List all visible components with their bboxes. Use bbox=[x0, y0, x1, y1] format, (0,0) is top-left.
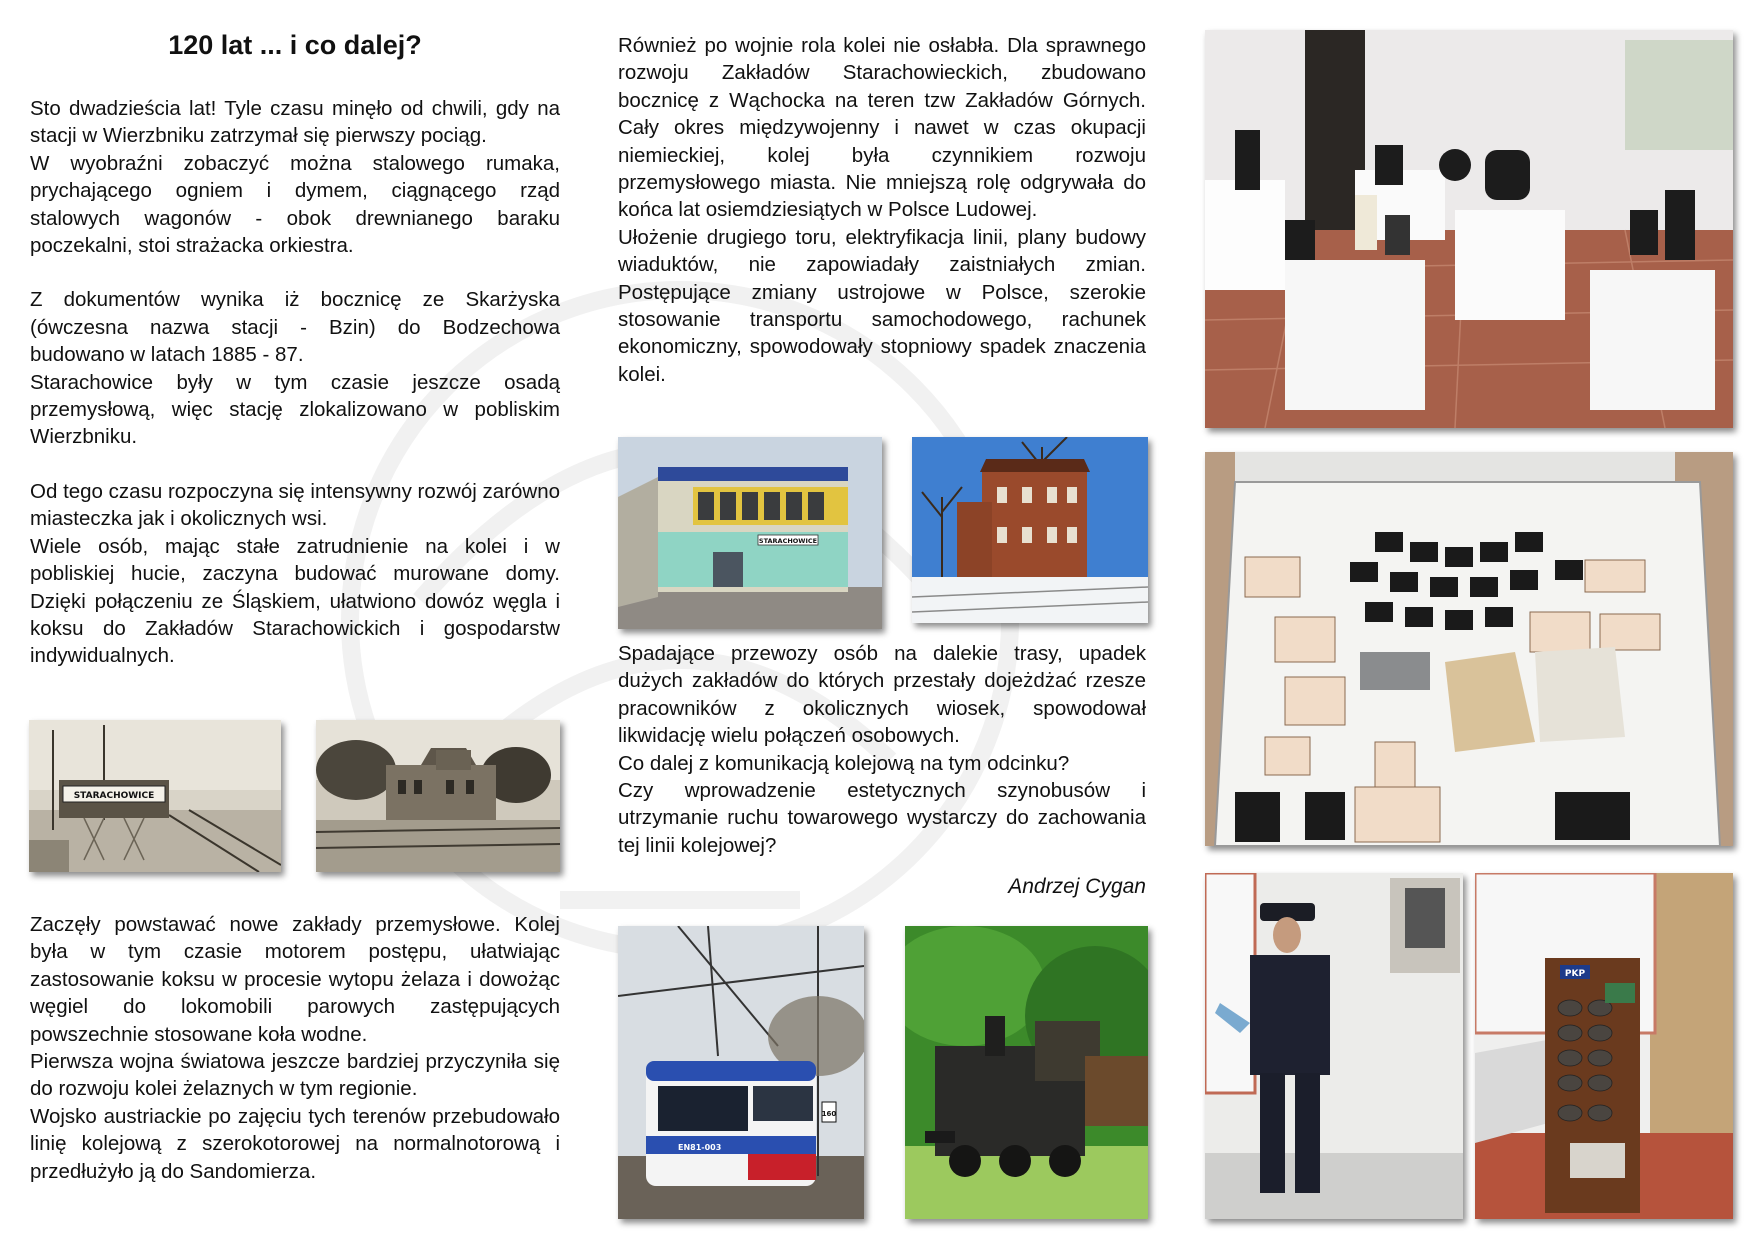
paragraph: Z dokumentów wynika iż bocznicę ze Skarżyska (ówczesna nazwa stacji - Bzin) do Bodzechowa budowano w latach 1885 - 87. bbox=[30, 288, 560, 367]
photo-lamp-exhibit bbox=[1205, 30, 1733, 428]
modern-station-sign-text: STARACHOWICE bbox=[758, 537, 818, 545]
paragraph: Starachowice były w tym czasie jeszcze osadą przemysłową, więc stację zlokalizowano w pobliskim Wierzbniku. bbox=[30, 370, 560, 449]
paragraph: Spadające przewozy osób na dalekie trasy, upadek dużych zakładów do których przestały dojeżdżać rzesze pracowników z okolicznych wiosek, spowodował likwidację wielu połączeń osobowych. bbox=[618, 642, 1146, 748]
photo-old-station-building bbox=[316, 720, 560, 872]
paragraph: Czy wprowadzenie estetycznych szynobusów i utrzymanie ruchu towarowego wystarczy do zachowania tej linii kolejowej? bbox=[618, 779, 1146, 857]
paragraph: Wiele osób, mając stałe zatrudnienie na kolei i w pobliskiej hucie, zaczyna budować murowane domy. Dzięki połączeniu ze Śląskiem, ułatwiono dowóz węgla i koksu do Zakładów Starachowickich i gospodarstw indywidualnych. bbox=[30, 534, 560, 668]
photo-old-station-sign bbox=[29, 720, 281, 872]
paragraph: W wyobraźni zobaczyć można stalowego rumaka, prychającego ogniem i dymem, ciągnącego rząd stalowych wagonów - obok drewnianego baraku poczekalni, stoi strażacka orkiestra. bbox=[30, 151, 560, 258]
railbus-number-text: EN81-003 bbox=[678, 1143, 722, 1152]
photo-documents-display bbox=[1205, 452, 1733, 846]
old-station-sign-text: STARACHOWICE bbox=[73, 791, 155, 801]
paragraph: Od tego czasu rozpoczyna się intensywny rozwój zarówno miasteczka jak i okolicznych wsi. bbox=[30, 479, 560, 531]
paragraph: Pierwsza wojna światowa jeszcze bardziej przyczyniła się do rozwoju kolei żelaznych w tym regionie. bbox=[30, 1050, 560, 1101]
middle-column-text bbox=[618, 32, 1146, 388]
left-column-text-bottom bbox=[30, 911, 560, 1185]
author-signature: Andrzej Cygan bbox=[1008, 875, 1146, 898]
left-column-text bbox=[30, 95, 560, 670]
photo-pkp-plaques bbox=[1475, 873, 1733, 1219]
paragraph: Zaczęły powstawać nowe zakłady przemysłowe. Kolej była w tym czasie motorem postępu, ułatwiając zastosowanie koksu w procesie wytopu żelaza i dowożąc węgiel do lokomobili parowych zastępujących powszechnie stosowane koła wodne. bbox=[30, 913, 560, 1046]
pkp-board-text: PKP bbox=[1564, 969, 1586, 979]
photo-steam-locomotive bbox=[905, 926, 1148, 1219]
paragraph: Co dalej z komunikacją kolejową na tym odcinku? bbox=[618, 751, 1070, 775]
paragraph: Sto dwadzieścia lat! Tyle czasu minęło od chwili, gdy na stacji w Wierzbniku zatrzymał się pierwszy pociąg. bbox=[30, 97, 560, 148]
km-post-text: 160 bbox=[821, 1110, 837, 1118]
paragraph: Również po wojnie rola kolei nie osłabła. Dla sprawnego rozwoju Zakładów Starachowieckich, zbudowano bocznicę z Wąchocka na teren tzw Zakładów Górnych. Cały okres międzywojenny i nawet w czas okupacji niemieckiej, kolej była czynnikiem rozwoju przemysłowego miasta. Nie mniejszą rolę odgrywała do końca lat osiemdziesiątych w Polsce Ludowej. bbox=[618, 34, 1146, 222]
page-title: 120 lat ... i co dalej? bbox=[168, 30, 422, 60]
paragraph: Ułożenie drugiego toru, elektryfikacja linii, plany budowy wiaduktów, nie zapowiadały zaistniałych zmian. Postępujące zmiany ustrojowe w Polsce, szerokie stosowanie transportu samochodowego, rachunek ekonomiczny, spowodowały stopniowy spadek znaczenia kolei. bbox=[618, 225, 1146, 386]
photo-modern-station bbox=[618, 437, 882, 629]
paragraph: Wojsko austriackie po zajęciu tych terenów przebudowało linię kolejową z szerokotorowej na normalnotorową i przedłużyło ją do Sandomierza. bbox=[30, 1104, 560, 1183]
photo-brick-station-winter bbox=[912, 437, 1148, 623]
middle-column-text-bottom bbox=[618, 640, 1146, 859]
photo-railbus bbox=[618, 926, 864, 1219]
photo-uniform-mannequin bbox=[1205, 873, 1463, 1219]
